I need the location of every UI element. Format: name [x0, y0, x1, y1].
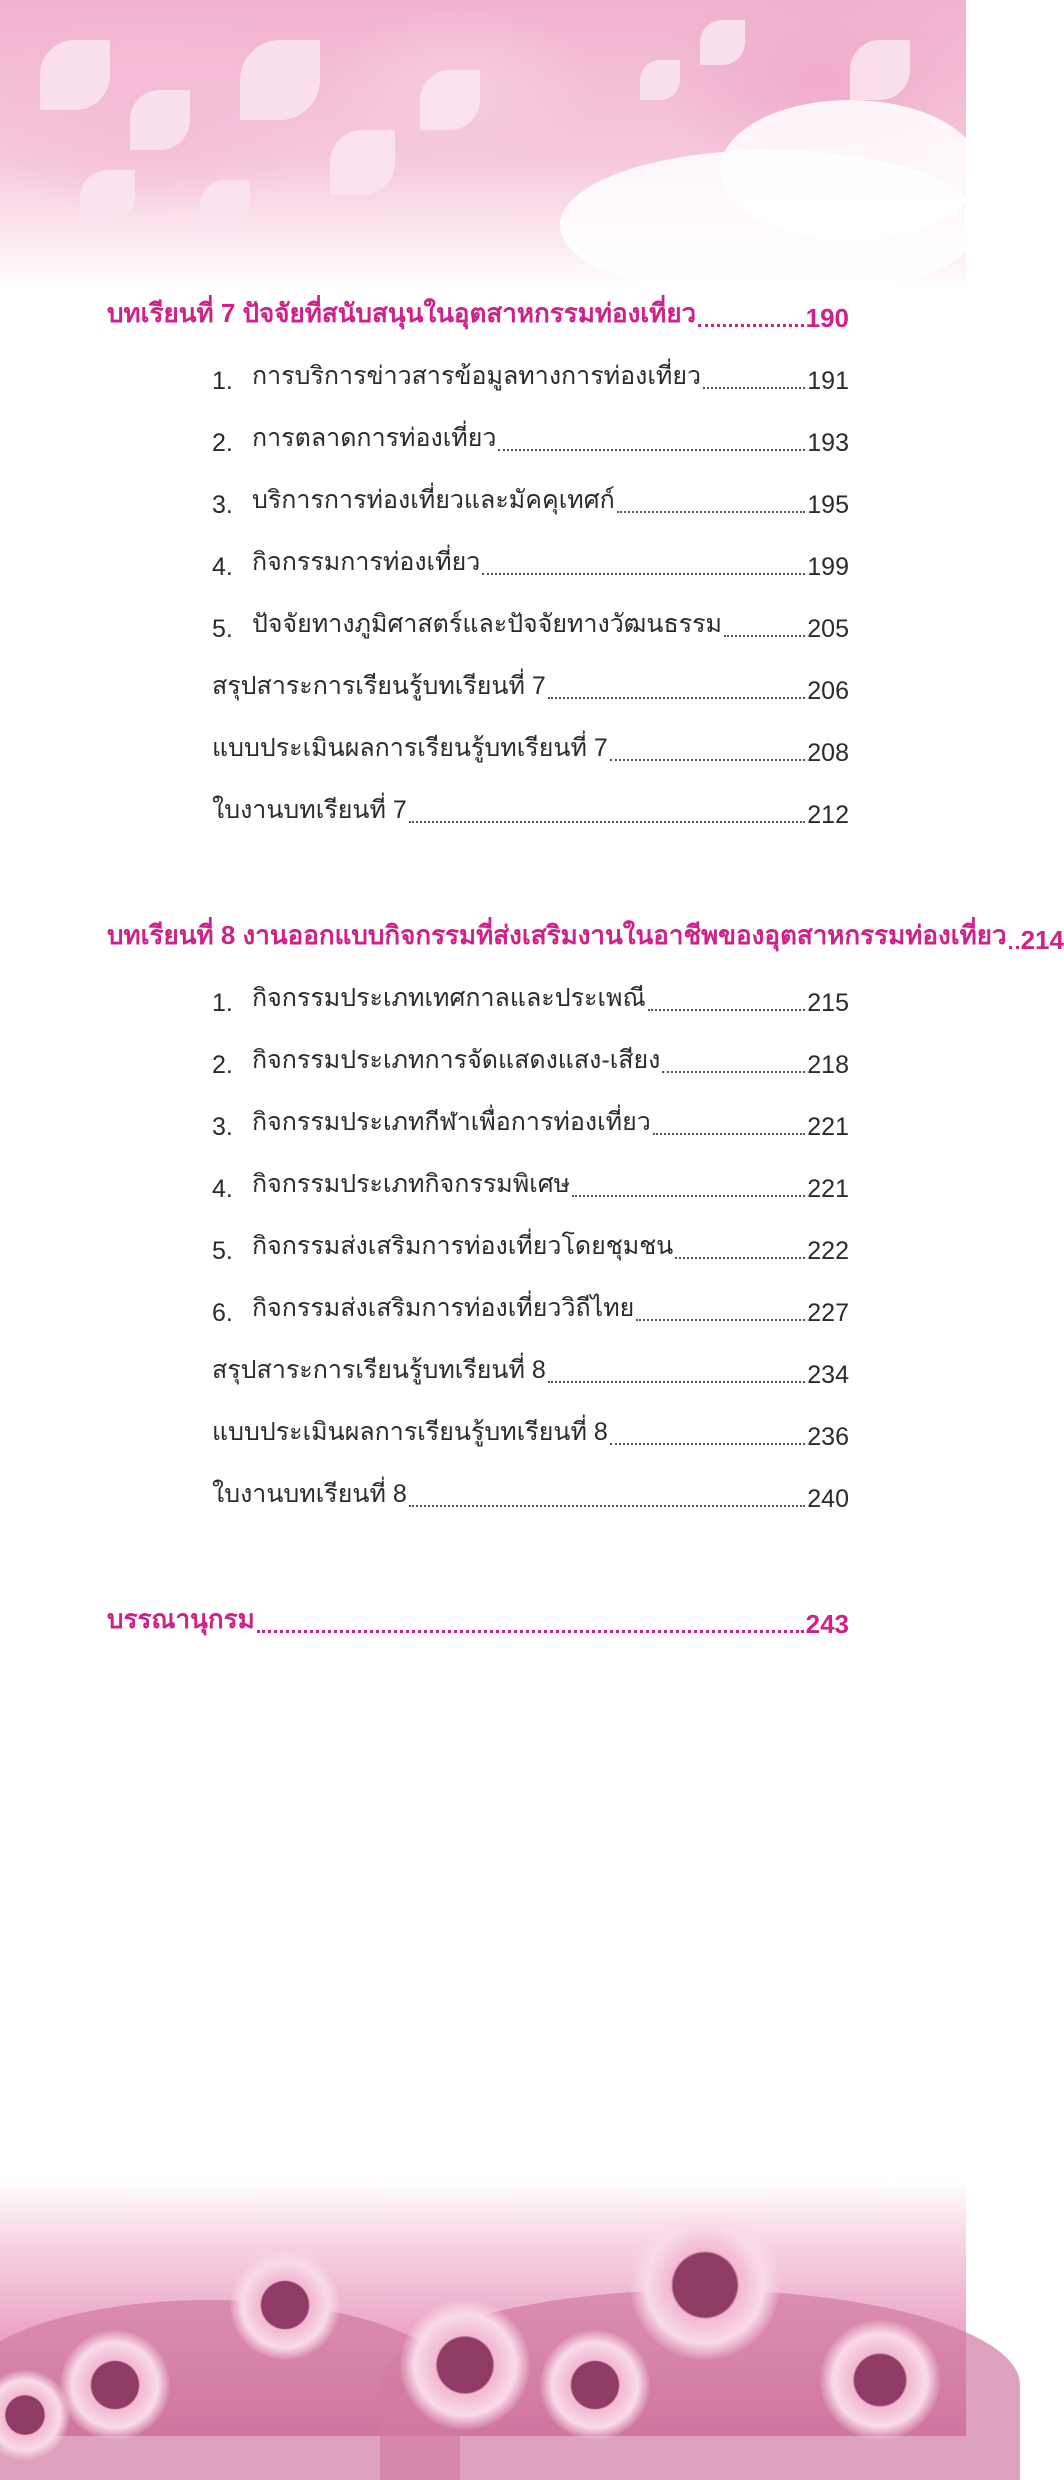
- entry-label: กิจกรรมประเภทกีฬาเพื่อการท่องเที่ยว: [252, 1108, 651, 1136]
- leader-dots: [648, 1009, 806, 1011]
- entry-number: 6.: [212, 1299, 233, 1327]
- chapter-7-page: 190: [805, 303, 849, 333]
- leader-dots: [409, 821, 805, 823]
- leader-dots: [675, 1257, 805, 1259]
- entry-label: กิจกรรมประเภทเทศกาลและประเพณี: [252, 984, 646, 1012]
- chapter-8-heading: [107, 920, 1064, 956]
- entry-page: 222: [807, 1237, 849, 1265]
- toc-entry: [212, 1232, 849, 1266]
- bibliography-page: 243: [805, 1609, 849, 1639]
- toc-entry: [212, 1170, 849, 1204]
- entry-label: สรุปสาระการเรียนรู้บทเรียนที่ 7: [212, 672, 546, 700]
- entry-page: 199: [807, 553, 849, 581]
- chapter-7-title: บทเรียนที่ 7 ปัจจัยที่สนับสนุนในอุตสาหกรรมท่องเที่ยว: [107, 298, 697, 328]
- entry-number: 2.: [212, 429, 233, 457]
- leader-dots: [698, 324, 803, 327]
- leader-dots: [548, 1381, 805, 1383]
- entry-page: 212: [807, 801, 849, 829]
- toc-entry: [212, 362, 849, 396]
- entry-page: 215: [807, 989, 849, 1017]
- entry-label: การบริการข่าวสารข้อมูลทางการท่องเที่ยว: [252, 362, 702, 390]
- entry-label: ใบงานบทเรียนที่ 8: [212, 1480, 407, 1508]
- leader-dots: [653, 1133, 805, 1135]
- chapter-8-page: 214: [1020, 925, 1064, 955]
- entry-page: 218: [807, 1051, 849, 1079]
- entry-number: 4.: [212, 1175, 233, 1203]
- entry-label: สรุปสาระการเรียนรู้บทเรียนที่ 8: [212, 1356, 546, 1384]
- chapter-7-heading: [107, 300, 849, 334]
- toc-entry: [212, 984, 849, 1018]
- entry-page: 205: [807, 615, 849, 643]
- entry-number: 3.: [212, 1113, 233, 1141]
- toc-entry: [212, 1418, 849, 1452]
- toc-entry: [212, 1108, 849, 1142]
- leader-dots: [617, 511, 806, 513]
- toc-entry: [212, 796, 849, 830]
- leader-dots: [610, 759, 805, 761]
- leader-dots: [572, 1195, 805, 1197]
- chapter-8-title: บทเรียนที่ 8 งานออกแบบกิจกรรมที่ส่งเสริมงานในอาชีพของอุตสาหกรรมท่องเที่ยว: [107, 920, 1007, 950]
- entry-number: 5.: [212, 615, 233, 643]
- entry-label: การตลาดการท่องเที่ยว: [252, 424, 497, 452]
- entry-label: ปัจจัยทางภูมิศาสตร์และปัจจัยทางวัฒนธรรม: [252, 610, 723, 638]
- entry-page: 191: [807, 367, 849, 395]
- entry-page: 227: [807, 1299, 849, 1327]
- leader-dots: [1009, 946, 1019, 949]
- leader-dots: [498, 449, 805, 451]
- entry-label: กิจกรรมประเภทกิจกรรมพิเศษ: [252, 1170, 571, 1198]
- toc-entry: [212, 610, 849, 644]
- leader-dots: [548, 697, 805, 699]
- entry-label: แบบประเมินผลการเรียนรู้บทเรียนที่ 7: [212, 734, 608, 762]
- entry-label: กิจกรรมประเภทการจัดแสดงแสง-เสียง: [252, 1046, 661, 1074]
- leader-dots: [409, 1505, 805, 1507]
- entry-label: แบบประเมินผลการเรียนรู้บทเรียนที่ 8: [212, 1418, 608, 1446]
- entry-page: 234: [807, 1361, 849, 1389]
- toc-entry: [212, 734, 849, 768]
- leader-dots: [662, 1071, 805, 1073]
- leader-dots: [724, 635, 805, 637]
- entry-label: กิจกรรมส่งเสริมการท่องเที่ยววิถีไทย: [252, 1294, 635, 1322]
- entry-page: 195: [807, 491, 849, 519]
- toc-entry: [212, 1356, 849, 1390]
- entry-number: 1.: [212, 989, 233, 1017]
- toc-entry: [212, 1480, 849, 1514]
- entry-page: 208: [807, 739, 849, 767]
- bibliography-title: บรรณานุกรม: [107, 1604, 255, 1634]
- bibliography-heading: [107, 1606, 849, 1640]
- leader-dots: [482, 573, 805, 575]
- toc-entry: [212, 672, 849, 706]
- entry-label: กิจกรรมส่งเสริมการท่องเที่ยวโดยชุมชน: [252, 1232, 674, 1260]
- leader-dots: [703, 387, 805, 389]
- entry-number: 4.: [212, 553, 233, 581]
- leader-dots: [610, 1443, 805, 1445]
- toc-entry: [212, 424, 849, 458]
- toc-entry: [212, 548, 849, 582]
- entry-page: 193: [807, 429, 849, 457]
- entry-page: 221: [807, 1113, 849, 1141]
- toc-entry: [212, 486, 849, 520]
- entry-number: 3.: [212, 491, 233, 519]
- entry-label: กิจกรรมการท่องเที่ยว: [252, 548, 481, 576]
- entry-number: 5.: [212, 1237, 233, 1265]
- entry-page: 221: [807, 1175, 849, 1203]
- entry-number: 1.: [212, 367, 233, 395]
- leader-dots: [257, 1630, 804, 1633]
- entry-page: 240: [807, 1485, 849, 1513]
- leader-dots: [636, 1319, 805, 1321]
- entry-label: ใบงานบทเรียนที่ 7: [212, 796, 407, 824]
- toc-entry: [212, 1294, 849, 1328]
- entry-page: 236: [807, 1423, 849, 1451]
- entry-number: 2.: [212, 1051, 233, 1079]
- toc-entry: [212, 1046, 849, 1080]
- entry-label: บริการการท่องเที่ยวและมัคคุเทศก์: [252, 486, 615, 514]
- entry-page: 206: [807, 677, 849, 705]
